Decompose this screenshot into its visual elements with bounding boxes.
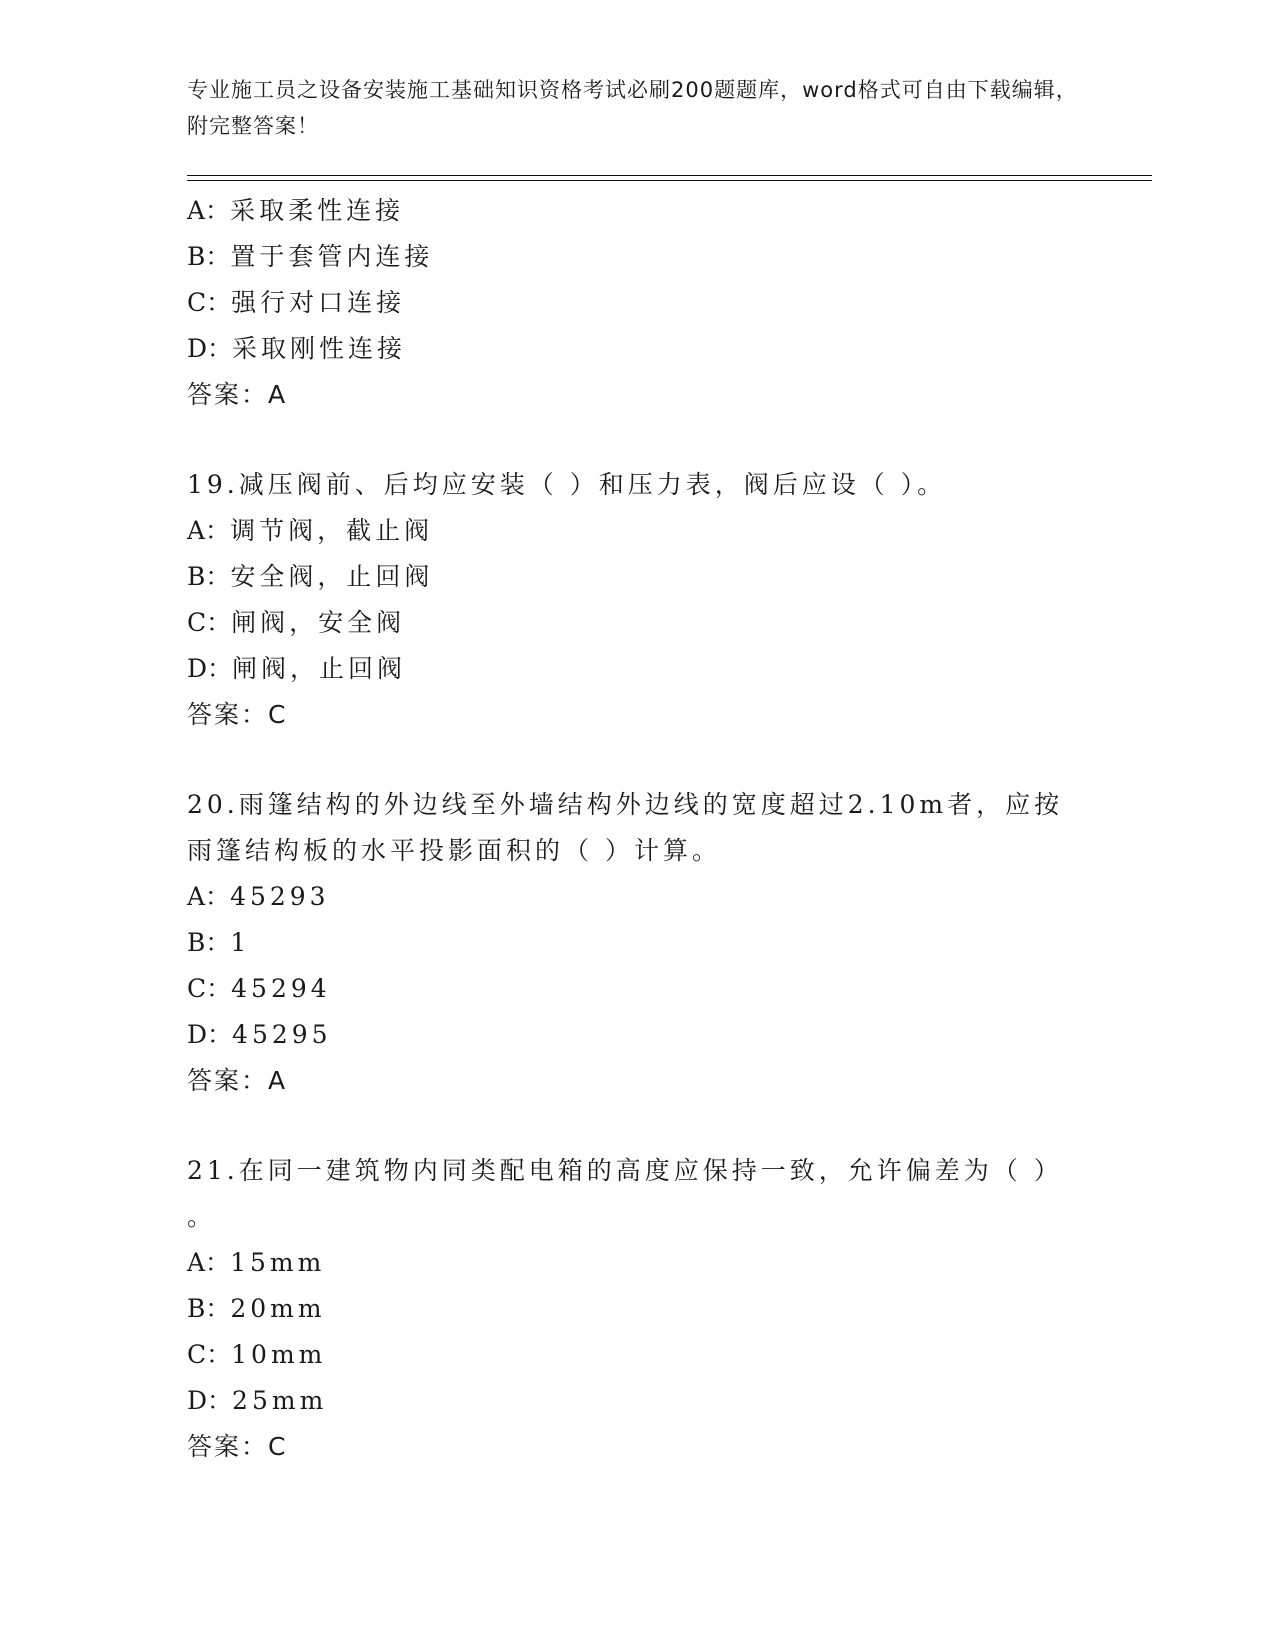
option-a: A：15mm [187,1248,326,1277]
option-b: B：安全阀，止回阀 [187,562,434,591]
document-header [187,72,1087,144]
option-c: C：10mm [187,1340,327,1369]
question-stem: 20.雨篷结构的外边线至外墙结构外边线的宽度超过2.10m者，应按雨篷结构板的水平投影面积的（ ）计算。 [187,790,1064,865]
option-a: A：调节阀，截止阀 [187,516,434,545]
question-18 [187,188,1087,418]
answer: 答案：C [187,1432,288,1461]
header-divider-top [187,175,1152,176]
option-d: D：25mm [187,1386,328,1415]
option-b: B：置于套管内连接 [187,242,434,271]
option-c: C：闸阀，安全阀 [187,608,406,637]
question-list [187,188,1087,1470]
header-divider-bottom [187,180,1152,181]
answer: 答案：C [187,700,288,729]
question-stem: 19.减压阀前、后均应安装（ ）和压力表，阀后应设（ ）。 [187,470,947,499]
answer: 答案：A [187,1066,288,1095]
option-d: D：闸阀，止回阀 [187,654,407,683]
option-b: B：1 [187,928,251,957]
option-c: C：45294 [187,974,331,1003]
question-stem: 21.在同一建筑物内同类配电箱的高度应保持一致，允许偏差为（ ） [187,1156,1063,1185]
question-19 [187,462,1087,738]
option-c: C：强行对口连接 [187,288,406,317]
answer: 答案：A [187,380,288,409]
question-stem-tail: 。 [187,1202,217,1231]
option-b: B：20mm [187,1294,326,1323]
option-a: A：采取柔性连接 [187,196,405,225]
option-a: A：45293 [187,882,330,911]
question-20 [187,782,1087,1104]
document-title: 专业施工员之设备安装施工基础知识资格考试必刷200题题库，word格式可自由下载编辑，附完整答案！ [187,78,1078,138]
option-d: D：采取刚性连接 [187,334,407,363]
option-d: D：45295 [187,1020,332,1049]
question-21 [187,1148,1087,1470]
